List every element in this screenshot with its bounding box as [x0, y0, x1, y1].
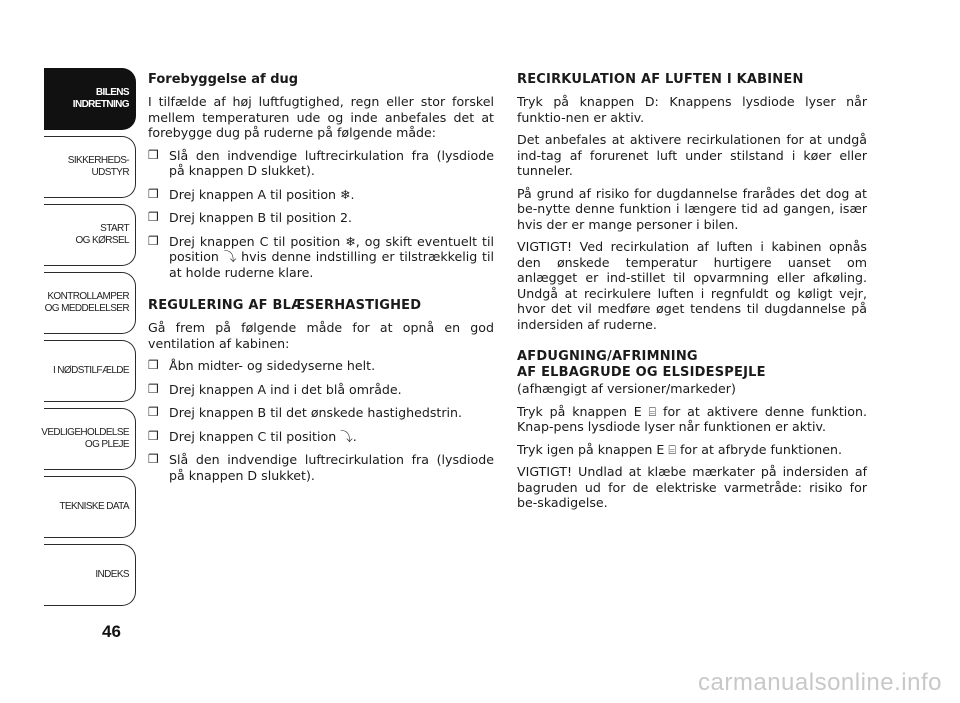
list-item: ❒ Drej knappen A til position ❄.: [148, 187, 494, 203]
tab-label: START OG KØRSEL: [75, 223, 129, 246]
paragraph: I tilfælde af høj luftfugtighed, regn eller stor forskel mellem temperaturen ude og inde anbefales det at forebygge dug på ruderne på følgende måde:: [148, 94, 494, 140]
checklist: [148, 358, 494, 483]
paragraph: VIGTIGT! Undlad at klæbe mærkater på indersiden af bagruden ud for de elektriske varmetråde: risiko for be-skadigelse.: [517, 464, 867, 510]
watermark: carmanualsonline.info: [698, 669, 942, 696]
list-item: ❒ Drej knappen A ind i det blå område.: [148, 382, 494, 398]
tab-i-nodstilfaelde[interactable]: [44, 340, 136, 402]
section-title-defrost: AFDUGNING/AFRIMNING: [517, 349, 698, 364]
section-title-defrost-2: AF ELBAGRUDE OG ELSIDESPEJLE: [517, 365, 766, 380]
tab-kontrollamper[interactable]: [44, 272, 136, 334]
section-title-fog-prevention: Forebyggelse af dug: [148, 72, 299, 87]
tab-label: SIKKERHEDS- UDSTYR: [67, 155, 129, 178]
tab-label: I NØDSTILFÆLDE: [52, 365, 129, 376]
right-column: [517, 72, 867, 518]
section-title-recirculation: RECIRKULATION AF LUFTEN I KABINEN: [517, 72, 804, 87]
tab-label: TEKNISKE DATA: [59, 501, 129, 512]
tab-bilens-indretning[interactable]: [44, 68, 136, 130]
page-number: 46: [102, 622, 121, 641]
paragraph: Gå frem på følgende måde for at opnå en god ventilation af kabinen:: [148, 320, 494, 351]
paragraph: Tryk på knappen E ⌸ for at aktivere denne funktion. Knap-pens lysdiode lyser når funktionen er aktiv.: [517, 403, 867, 434]
tab-tekniske-data[interactable]: [44, 476, 136, 538]
list-item: ❒ Slå den indvendige luftrecirkulation fra (lysdiode på knappen D slukket).: [148, 148, 494, 179]
tab-start-og-korsel[interactable]: [44, 204, 136, 266]
tab-indeks[interactable]: [44, 544, 136, 606]
tab-vedligeholdelse[interactable]: [41, 408, 136, 470]
list-item: ❒ Drej knappen B til det ønskede hastighedstrin.: [148, 405, 494, 421]
list-item: ❒ Drej knappen C til position ❄, og skift eventuelt til position ⤵ hvis denne indstilling er tilstrækkelig til at holde ruderne klare.: [148, 234, 494, 281]
list-item: ❒ Åbn midter- og sidedyserne helt.: [148, 358, 494, 374]
paragraph: Tryk på knappen D: Knappens lysdiode lyser når funktio-nen er aktiv.: [517, 94, 867, 125]
list-item: ❒ Drej knappen C til position ⤵.: [148, 429, 494, 445]
left-column: [148, 72, 494, 491]
tab-label: BILENS INDRETNING: [72, 87, 129, 110]
tab-label: VEDLIGEHOLDELSE OG PLEJE: [41, 427, 129, 450]
tab-label: KONTROLLAMPER OG MEDDELELSER: [44, 291, 129, 314]
section-title-fan-speed: REGULERING AF BLÆSERHASTIGHED: [148, 298, 422, 313]
list-item: ❒ Slå den indvendige luftrecirkulation fra (lysdiode på knappen D slukket).: [148, 452, 494, 483]
tab-sikkerhedsudstyr[interactable]: [44, 136, 136, 198]
paragraph: Det anbefales at aktivere recirkulationen for at undgå ind-tag af forurenet luft under stilstand i køer eller tunneler.: [517, 132, 867, 178]
paragraph: På grund af risiko for dugdannelse frarådes det dog at be-nytte denne funktion i længere tid ad gangen, især hvis der er mange personer i bilen.: [517, 185, 867, 232]
paragraph: Tryk igen på knappen E ⌸ for at afbryde funktionen.: [517, 441, 842, 457]
list-item: ❒ Drej knappen B til position 2.: [148, 210, 494, 226]
section-subtitle: (afhængigt af versioner/markeder): [517, 381, 736, 396]
checklist: [148, 148, 494, 281]
chapter-tabs: [41, 68, 136, 612]
tab-label: INDEKS: [95, 569, 129, 580]
paragraph: VIGTIGT! Ved recirkulation af luften i kabinen opnås den ønskede temperatur hurtigere uanset om anlægget er ind-stillet til opvarmning eller afkøling. Undgå at recirkulere luften i regnfuldt og køligt vejr, hvor det vil medføre øget tendens til dugdannelse på indersiden af ruderne.: [517, 239, 867, 332]
